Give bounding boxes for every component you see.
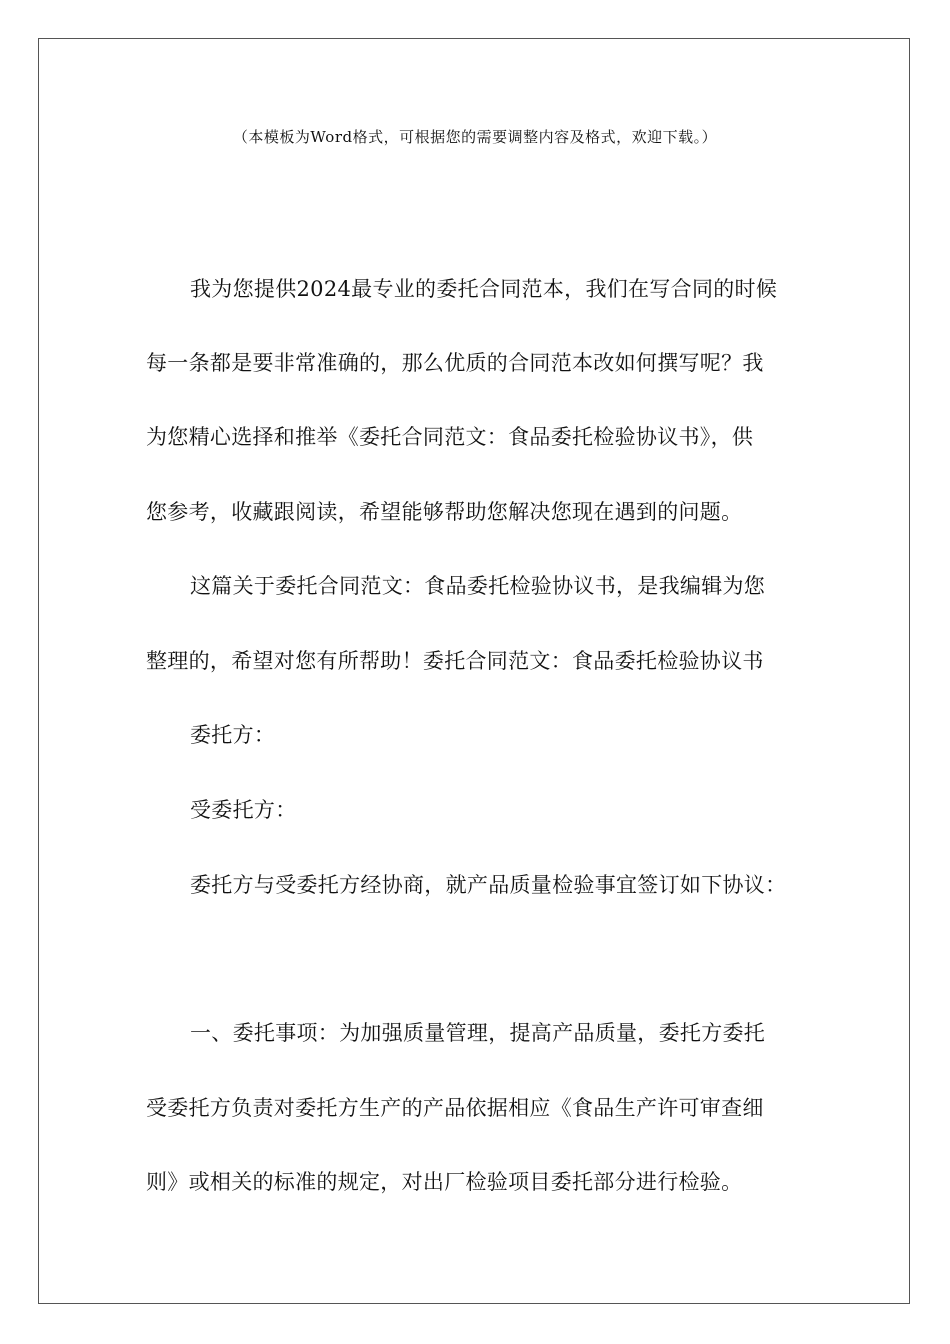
summary-line-1: 这篇关于委托合同范文：食品委托检验协议书，是我编辑为您: [190, 574, 766, 598]
intro-line-3: 为您精心选择和推举《委托合同范文：食品委托检验协议书》，供: [146, 425, 754, 449]
clause-1-line-2: 受委托方负责对委托方生产的产品依据相应《食品生产许可审查细: [146, 1096, 764, 1120]
clause-1-line-3: 则》或相关的标准的规定，对出厂检验项目委托部分进行检验。: [146, 1170, 743, 1194]
party-agent-label: 受委托方：: [190, 798, 297, 822]
summary-line-2: 整理的，希望对您有所帮助！委托合同范文：食品委托检验协议书: [146, 649, 764, 673]
agreement-intro: 委托方与受委托方经协商，就产品质量检验事宜签订如下协议：: [190, 873, 787, 897]
intro-line-4: 您参考，收藏跟阅读，希望能够帮助您解决您现在遇到的问题。: [146, 500, 743, 524]
intro-line-1: 我为您提供2024最专业的委托合同范本，我们在写合同的时候: [190, 277, 778, 301]
party-client-label: 委托方：: [190, 723, 276, 747]
intro-line-2: 每一条都是要非常准确的，那么优质的合同范本改如何撰写呢？我: [146, 351, 764, 375]
template-note: （本模板为Word格式，可根据您的需要调整内容及格式，欢迎下载。）: [232, 128, 718, 146]
clause-1-line-1: 一、委托事项：为加强质量管理，提高产品质量，委托方委托: [190, 1021, 766, 1045]
